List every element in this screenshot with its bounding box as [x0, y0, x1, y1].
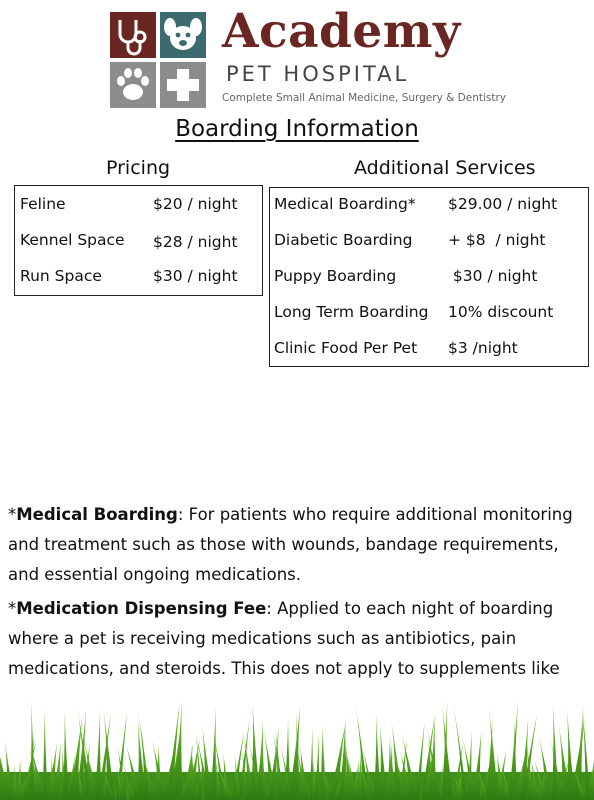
services-value: $29.00 / night [448, 195, 558, 213]
grass-blade [374, 713, 381, 800]
pricing-row [20, 195, 238, 213]
services-row [274, 303, 554, 321]
services-label: Medical Boarding* [274, 195, 416, 213]
services-value: 10% discount [448, 303, 554, 321]
stethoscope-icon [110, 12, 156, 58]
services-row [274, 195, 558, 213]
services-label: Clinic Food Per Pet [274, 339, 418, 357]
note-text: : For patients who require additional monitoring and treatment such as those with wounds, bandage requirements, and essential ongoing medications. [8, 505, 573, 584]
services-row [274, 267, 538, 285]
pricing-value: $28 / night [153, 233, 238, 251]
medical-cross-icon [160, 62, 206, 108]
pricing-row [20, 231, 238, 251]
pricing-row [20, 267, 238, 285]
logo-tagline: Complete Small Animal Medicine, Surgery & Dentistry [222, 92, 507, 104]
note-medication-fee [8, 594, 588, 684]
note-medical-boarding [8, 500, 588, 590]
grass-blade [62, 711, 69, 800]
grass-decoration [0, 700, 594, 800]
note-term: Medical Boarding [16, 505, 178, 524]
note-text: : Applied to each night of boarding where a pet is receiving medications such as antibiotics, pain medications, and steroids. This does not apply to supplements like [8, 599, 560, 678]
services-value: $30 / night [448, 267, 538, 285]
services-label: Puppy Boarding [274, 267, 397, 285]
pricing-label: Kennel Space [20, 231, 125, 249]
note-prefix: * [8, 505, 17, 524]
note-term: Medication Dispensing Fee [16, 599, 267, 618]
pricing-value: $30 / night [153, 267, 238, 285]
pricing-label: Feline [20, 195, 66, 213]
page-title: Boarding Information [175, 116, 419, 142]
services-table [269, 187, 589, 367]
logo-brand-name: Academy [222, 4, 461, 59]
note-prefix: * [8, 599, 17, 618]
pricing-label: Run Space [20, 267, 102, 285]
services-label: Long Term Boarding [274, 303, 429, 321]
pricing-table [14, 185, 263, 296]
paw-print-icon [110, 62, 156, 108]
pricing-heading: Pricing [106, 157, 171, 179]
logo-subtitle: PET HOSPITAL [226, 62, 410, 86]
dog-face-icon [160, 12, 206, 58]
services-row [274, 231, 546, 249]
academy-logo [110, 4, 507, 108]
services-heading: Additional Services [354, 157, 536, 179]
grass-blade [509, 721, 518, 800]
services-label: Diabetic Boarding [274, 231, 413, 249]
pricing-value: $20 / night [153, 195, 238, 213]
services-value: + $8 / night [448, 231, 546, 249]
services-value: $3 /night [448, 339, 518, 357]
grass-blade [42, 708, 47, 800]
services-row [274, 339, 518, 357]
boarding-notes [8, 500, 588, 688]
logo-icon-grid [110, 12, 206, 108]
